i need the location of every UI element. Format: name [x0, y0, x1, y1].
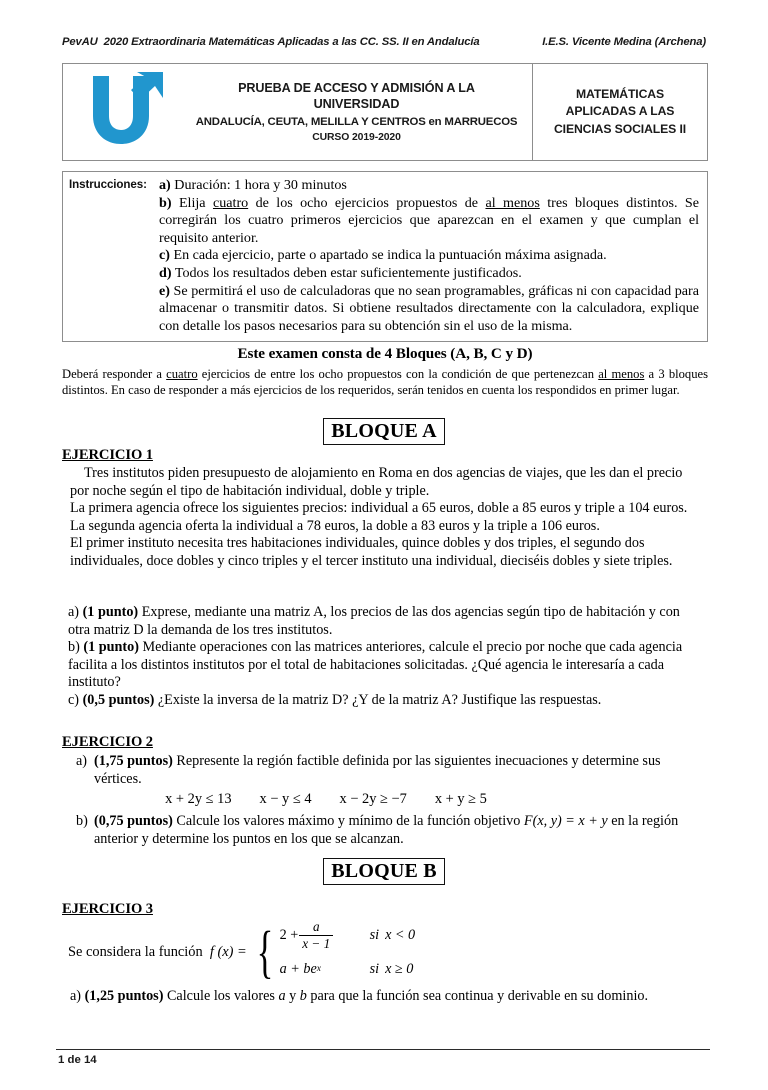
- instruction-underline-b-1: cuatro: [212, 194, 249, 211]
- exercise-1-marker-a: a): [68, 604, 80, 620]
- header-title-cell: [181, 64, 532, 160]
- case-1-si: si: [369, 926, 380, 943]
- case-2-si: si: [369, 960, 380, 977]
- case-1-condition: x < 0: [385, 926, 416, 943]
- exercise-1-text-b: Mediante operaciones con las matrices anteriores, calcule el precio por noche que cada agencia facilita a los distintos institutos por el total de habitaciones solicitadas. ¿Qué agencia le interesaría a cada instituto?: [68, 639, 683, 691]
- instruction-text-c: En cada ejercicio, parte o apartado se indica la puntuación máxima asignada.: [173, 247, 607, 264]
- exam-header-table: [62, 63, 708, 161]
- instruction-text-e: Se permitirá el uso de calculadoras que no sean programables, gráficas ni con capacidad para almacenar o transmitir datos. Si obtiene resultados directamente con la calculadora, explique con detalle los pasos necesarios para su obtención sin el uso de la misma.: [159, 282, 699, 334]
- intro-text-1: Deberá responder a: [62, 367, 167, 381]
- exercise-3-points-a: (1,25 puntos): [84, 988, 164, 1004]
- exercise-1-points-b: (1 punto): [83, 639, 139, 656]
- instruction-item-c: [159, 247, 699, 265]
- block-a-heading: [0, 418, 768, 445]
- piecewise-case-1: [280, 918, 416, 952]
- intro-text-2: ejercicios de entre los ocho propuestos con la condición de que pertenezcan: [197, 367, 599, 381]
- exercise-1-item-c: [68, 692, 698, 710]
- instruction-underline-b-2: al menos: [485, 194, 540, 211]
- intro-text-3: a 3 bloques distintos. En caso de responder a más ejercicios de los requeridos, serán tenidos en cuenta los respondidos en primer lugar.: [62, 367, 708, 398]
- exercise-1-item-b: [68, 639, 698, 692]
- exercise-1-points-c: (0,5 puntos): [82, 691, 155, 708]
- case-1-fraction: [299, 920, 333, 951]
- exercise-2-heading: EJERCICIO 2: [62, 734, 153, 750]
- header-logo-cell: [63, 64, 181, 160]
- exercise-2-body-b-2: en la región anterior y determine los puntos en los que se alcanzan.: [94, 812, 679, 847]
- exercise-1-p2: La primera agencia ofrece los siguientes precios: individual a 65 euros, doble a 85 euros y triple a 104 euros. La segunda agencia oferta la individual a 78 euros, la doble a 83 euros y la triple a 106 euros.: [70, 500, 688, 534]
- header-title-line3: ANDALUCÍA, CEUTA, MELILLA Y CENTROS en MARRUECOS: [195, 115, 518, 128]
- exercise-3-text-a-2: y: [285, 988, 300, 1004]
- instruction-item-e: [159, 283, 699, 336]
- exercise-2-body-a: Represente la región factible definida por las siguientes inecuaciones y determine sus vértices.: [94, 753, 661, 788]
- case-1-expression: [280, 920, 354, 951]
- exercise-1-text-a: Exprese, mediante una matriz A, los precios de las dos agencias según tipo de habitación y con otra matriz D la demanda de los tres institutos.: [68, 604, 680, 638]
- case-2-expr: a + be: [279, 960, 317, 977]
- subject-line2: APLICADAS A LAS: [565, 104, 675, 119]
- intro-underline-2: al menos: [598, 367, 645, 381]
- case-2-expression: [280, 961, 354, 978]
- instructions-table: [62, 171, 708, 342]
- exercise-2-marker-a: a): [76, 753, 88, 769]
- case-1-denominator: x − 1: [302, 935, 331, 951]
- instruction-text-b-2: de los ocho ejercicios propuestos de: [248, 194, 486, 211]
- case-2-exponent: x: [316, 964, 321, 974]
- exercise-2-item-a: [62, 752, 708, 788]
- exercise-3-item-a: [62, 988, 708, 1006]
- subject-line1: MATEMÁTICAS: [575, 86, 665, 101]
- exam-structure-intro: [62, 366, 708, 399]
- running-head-right: I.E.S. Vicente Medina (Archena): [542, 36, 706, 48]
- exercise-3-text-a-1: Calcule los valores: [163, 988, 279, 1004]
- instruction-text-a: Duración: 1 hora y 30 minutos: [174, 177, 347, 193]
- instruction-marker-b: b): [159, 194, 172, 211]
- exercise-1-heading: EJERCICIO 1: [62, 447, 153, 463]
- exercise-2-item-b: [62, 812, 708, 848]
- inequality-3: x − 2y ≥ −7: [339, 791, 407, 808]
- exercise-3-heading: EJERCICIO 3: [62, 901, 153, 917]
- instruction-marker-e: e): [159, 282, 170, 299]
- case-1-numerator: a: [312, 918, 320, 934]
- block-b-label: BLOQUE B: [323, 858, 445, 885]
- universidad-u-arrow-logo: [71, 58, 175, 162]
- exercise-2-points-b: (0,75 puntos): [94, 812, 173, 829]
- block-a-label: BLOQUE A: [323, 418, 445, 445]
- inequality-4: x + y ≥ 5: [434, 791, 487, 808]
- exercise-2-objective-formula: F(x, y) = x + y: [523, 812, 608, 829]
- exercise-2-text-a: [94, 752, 708, 788]
- exercise-1-points-a: (1 punto): [82, 604, 139, 620]
- inequality-1: x + 2y ≤ 13: [165, 791, 232, 808]
- instruction-item-a: [159, 177, 699, 195]
- header-subject-cell: [532, 64, 707, 160]
- intro-underline-1: cuatro: [166, 367, 198, 381]
- instruction-text-d: Todos los resultados deben estar suficientemente justificados.: [174, 264, 522, 281]
- exercise-1-p3: El primer instituto necesita tres habitaciones individuales, quince dobles y dos triples, el segundo dos individuales, doce dobles y cinco triples y el tercer instituto una individual, dieciséis dobles y siete triples.: [70, 535, 673, 569]
- piecewise-case-2: [280, 952, 416, 986]
- instruction-text-b-3: tres bloques distintos. Se corregirán los cuatro primeros ejercicios que aparezcan en el examen y que cumplan el requisito anterior.: [159, 194, 700, 246]
- header-title-line4: CURSO 2019-2020: [312, 131, 401, 143]
- exercise-3-lead: [62, 944, 247, 961]
- exercise-2-text-b: [94, 812, 708, 848]
- footer-page-number: 1 de 14: [58, 1054, 97, 1066]
- exercise-2-body-b-1: Calcule los valores máximo y mínimo de la función objetivo: [172, 812, 524, 829]
- instruction-item-b: [159, 195, 699, 248]
- exercise-3-marker-a: a): [70, 988, 82, 1004]
- exercise-1-marker-c: c): [68, 691, 80, 708]
- instruction-marker-a: a): [159, 177, 171, 193]
- exercise-1-text-c: ¿Existe la inversa de la matriz D? ¿Y de la matriz A? Justifique las respuestas.: [154, 691, 602, 708]
- case-1-base: 2 +: [279, 926, 299, 943]
- exercise-1-p1: Tres institutos piden presupuesto de alojamiento en Roma en dos agencias de viajes, que les dan el precio por noche según el tipo de habitación individual, doble y triple.: [70, 465, 683, 499]
- exercise-3-var-a: a: [278, 988, 286, 1004]
- exercise-2-marker-b: b): [76, 812, 88, 829]
- instructions-body: [157, 172, 707, 341]
- subject-line3: CIENCIAS SOCIALES II: [553, 121, 687, 136]
- instruction-marker-d: d): [159, 264, 172, 281]
- exam-structure-headline: Este examen consta de 4 Bloques (A, B, C y D): [237, 345, 533, 362]
- exercise-1-marker-b: b): [68, 639, 80, 656]
- exercise-3-lead-text: Se considera la función: [68, 943, 203, 960]
- instructions-label: Instrucciones:: [69, 178, 147, 191]
- instruction-marker-c: c): [159, 247, 170, 264]
- running-head-left: PevAU 2020 Extraordinaria Matemáticas Aplicadas a las CC. SS. II en Andalucía: [62, 36, 480, 48]
- inequality-2: x − y ≤ 4: [259, 791, 312, 808]
- running-head: [62, 36, 708, 48]
- piecewise-cases: [280, 918, 416, 986]
- block-b-heading: [0, 858, 768, 885]
- exercise-2-items: [62, 752, 708, 848]
- exercise-2-inequalities: [62, 790, 708, 808]
- exercise-3-fname: f (x) =: [209, 943, 247, 960]
- header-title-line1: PRUEBA DE ACCESO Y ADMISIÓN A LA: [238, 80, 475, 95]
- header-title-line2: UNIVERSIDAD: [313, 97, 400, 111]
- instruction-text-b-1: Elija: [178, 194, 213, 211]
- exercise-1-item-a: [68, 604, 698, 639]
- exercise-3-var-b: b: [299, 988, 307, 1004]
- footer-divider: [56, 1049, 710, 1050]
- exercise-1-statement: [62, 465, 702, 571]
- instruction-item-d: [159, 265, 699, 283]
- exercise-1-items: [62, 604, 698, 710]
- exercise-3-text-a-3: para que la función sea continua y derivable en su dominio.: [306, 988, 649, 1004]
- exercise-2-points-a: (1,75 puntos): [94, 753, 173, 769]
- case-2-condition: x ≥ 0: [385, 960, 414, 977]
- exercise-3-function: Se considera la función f (x) = { 2 + $\frac{a}{x - 1}$ si x < 0 a + be x si x ≥ 0: [62, 918, 708, 986]
